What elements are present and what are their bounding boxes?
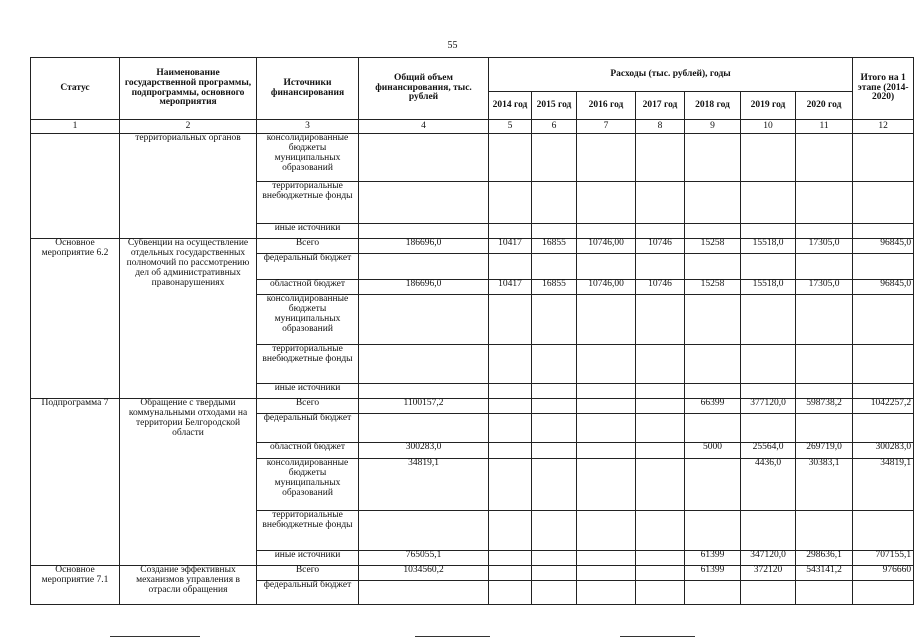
program-name-cell: Субвенции на осуществление отдельных государственных полномочий по рассмотрению дел об административных правонарушениях — [120, 239, 257, 399]
column-number: 5 — [489, 120, 532, 134]
header-year: 2019 год — [741, 92, 796, 120]
year-value-cell: 10746,00 — [577, 239, 636, 254]
total-cell — [359, 581, 489, 605]
year-value-cell: 4436,0 — [741, 459, 796, 511]
stage-total-cell — [853, 581, 914, 605]
header-status: Статус — [31, 58, 120, 120]
year-value-cell — [796, 134, 853, 182]
program-name-cell: территориальных органов — [120, 134, 257, 239]
year-value-cell — [489, 459, 532, 511]
year-value-cell: 16855 — [532, 280, 577, 295]
year-value-cell: 598738,2 — [796, 399, 853, 414]
stage-total-cell — [853, 295, 914, 345]
source-cell: консолидированные бюджеты муниципальных образований — [257, 295, 359, 345]
source-cell: консолидированные бюджеты муниципальных образований — [257, 134, 359, 182]
year-value-cell: 543141,2 — [796, 566, 853, 581]
total-cell — [359, 134, 489, 182]
year-value-cell — [741, 581, 796, 605]
page-bottom-edge — [0, 636, 905, 638]
year-value-cell — [636, 566, 685, 581]
source-cell: областной бюджет — [257, 443, 359, 459]
column-number: 10 — [741, 120, 796, 134]
year-value-cell — [489, 414, 532, 443]
source-cell: Всего — [257, 399, 359, 414]
year-value-cell — [636, 224, 685, 239]
year-value-cell — [685, 254, 741, 280]
year-value-cell — [636, 134, 685, 182]
year-value-cell — [577, 443, 636, 459]
column-number: 2 — [120, 120, 257, 134]
year-value-cell — [636, 581, 685, 605]
year-value-cell — [489, 566, 532, 581]
year-value-cell — [577, 459, 636, 511]
year-value-cell: 10417 — [489, 280, 532, 295]
status-cell: Основное мероприятие 7.1 — [31, 566, 120, 605]
column-number: 11 — [796, 120, 853, 134]
year-value-cell: 30383,1 — [796, 459, 853, 511]
year-value-cell — [685, 581, 741, 605]
year-value-cell — [489, 399, 532, 414]
year-value-cell — [532, 295, 577, 345]
year-value-cell — [577, 384, 636, 399]
source-cell: Всего — [257, 239, 359, 254]
year-value-cell — [532, 414, 577, 443]
page-number: 55 — [447, 40, 458, 51]
total-cell: 300283,0 — [359, 443, 489, 459]
total-cell: 765055,1 — [359, 551, 489, 566]
year-value-cell — [685, 511, 741, 551]
table-row — [31, 239, 914, 254]
year-value-cell — [577, 134, 636, 182]
stage-total-cell — [853, 182, 914, 224]
year-value-cell — [741, 414, 796, 443]
source-cell: территориальные внебюджетные фонды — [257, 182, 359, 224]
stage-total-cell — [853, 384, 914, 399]
year-value-cell — [685, 134, 741, 182]
header-year: 2020 год — [796, 92, 853, 120]
year-value-cell — [741, 224, 796, 239]
year-value-cell — [741, 295, 796, 345]
source-cell: территориальные внебюджетные фонды — [257, 345, 359, 384]
year-value-cell — [532, 345, 577, 384]
year-value-cell — [796, 511, 853, 551]
year-value-cell: 5000 — [685, 443, 741, 459]
table-body — [31, 134, 914, 605]
stage-total-cell: 707155,1 — [853, 551, 914, 566]
stage-total-cell — [853, 254, 914, 280]
total-cell — [359, 384, 489, 399]
year-value-cell — [636, 511, 685, 551]
year-value-cell — [796, 581, 853, 605]
source-cell: областной бюджет — [257, 280, 359, 295]
stage-total-cell — [853, 134, 914, 182]
header-sources: Источники финансирования — [257, 58, 359, 120]
column-number: 1 — [31, 120, 120, 134]
year-value-cell — [636, 399, 685, 414]
year-value-cell — [636, 182, 685, 224]
total-cell: 34819,1 — [359, 459, 489, 511]
total-cell — [359, 345, 489, 384]
header-year: 2017 год — [636, 92, 685, 120]
year-value-cell: 298636,1 — [796, 551, 853, 566]
year-value-cell — [685, 295, 741, 345]
total-cell — [359, 254, 489, 280]
column-number: 9 — [685, 120, 741, 134]
year-value-cell: 61399 — [685, 566, 741, 581]
year-value-cell: 10746 — [636, 239, 685, 254]
total-cell — [359, 414, 489, 443]
header-year: 2015 год — [532, 92, 577, 120]
source-cell: иные источники — [257, 224, 359, 239]
year-value-cell: 15258 — [685, 280, 741, 295]
year-value-cell — [636, 459, 685, 511]
year-value-cell — [577, 414, 636, 443]
year-value-cell — [796, 384, 853, 399]
year-value-cell — [577, 551, 636, 566]
year-value-cell — [636, 551, 685, 566]
column-number: 3 — [257, 120, 359, 134]
year-value-cell: 66399 — [685, 399, 741, 414]
program-name-cell: Создание эффективных механизмов управления в отрасли обращения — [120, 566, 257, 605]
total-cell: 1034560,2 — [359, 566, 489, 581]
year-value-cell — [489, 182, 532, 224]
year-value-cell: 10746 — [636, 280, 685, 295]
year-value-cell: 15258 — [685, 239, 741, 254]
year-value-cell — [685, 459, 741, 511]
year-value-cell — [685, 345, 741, 384]
source-cell: консолидированные бюджеты муниципальных образований — [257, 459, 359, 511]
year-value-cell — [532, 566, 577, 581]
header-expenses: Расходы (тыс. рублей), годы — [489, 58, 853, 92]
year-value-cell: 10417 — [489, 239, 532, 254]
year-value-cell — [636, 414, 685, 443]
year-value-cell — [577, 566, 636, 581]
status-cell: Основное мероприятие 6.2 — [31, 239, 120, 399]
stage-total-cell — [853, 414, 914, 443]
total-cell — [359, 511, 489, 551]
column-number: 6 — [532, 120, 577, 134]
year-value-cell — [532, 182, 577, 224]
year-value-cell — [577, 345, 636, 384]
stage-total-cell — [853, 345, 914, 384]
year-value-cell: 17305,0 — [796, 280, 853, 295]
header-year: 2018 год — [685, 92, 741, 120]
source-cell: федеральный бюджет — [257, 581, 359, 605]
column-numbers-row — [31, 120, 914, 134]
table-row — [31, 399, 914, 414]
source-cell: иные источники — [257, 551, 359, 566]
stage-total-cell: 976660 — [853, 566, 914, 581]
year-value-cell — [489, 511, 532, 551]
total-cell — [359, 295, 489, 345]
year-value-cell: 372120 — [741, 566, 796, 581]
year-value-cell — [489, 551, 532, 566]
year-value-cell: 61399 — [685, 551, 741, 566]
year-value-cell — [532, 443, 577, 459]
year-value-cell — [796, 295, 853, 345]
column-number: 12 — [853, 120, 914, 134]
stage-total-cell: 96845,0 — [853, 239, 914, 254]
year-value-cell — [741, 134, 796, 182]
year-value-cell — [636, 443, 685, 459]
source-cell: федеральный бюджет — [257, 254, 359, 280]
year-value-cell: 15518,0 — [741, 280, 796, 295]
year-value-cell — [636, 384, 685, 399]
total-cell — [359, 224, 489, 239]
total-cell: 1100157,2 — [359, 399, 489, 414]
year-value-cell — [741, 345, 796, 384]
column-number: 7 — [577, 120, 636, 134]
stage-total-cell: 300283,0 — [853, 443, 914, 459]
stage-total-cell — [853, 511, 914, 551]
stage-total-cell: 96845,0 — [853, 280, 914, 295]
total-cell — [359, 182, 489, 224]
year-value-cell — [741, 182, 796, 224]
column-number: 4 — [359, 120, 489, 134]
year-value-cell — [741, 254, 796, 280]
year-value-cell — [796, 254, 853, 280]
total-cell: 186696,0 — [359, 280, 489, 295]
source-cell: иные источники — [257, 384, 359, 399]
year-value-cell — [796, 224, 853, 239]
program-name-cell: Обращение с твердыми коммунальными отходами на территории Белгородской области — [120, 399, 257, 566]
column-number: 8 — [636, 120, 685, 134]
table-row — [31, 134, 914, 182]
year-value-cell — [636, 295, 685, 345]
header-row — [31, 58, 914, 92]
year-value-cell: 25564,0 — [741, 443, 796, 459]
stage-total-cell — [853, 224, 914, 239]
year-value-cell — [577, 581, 636, 605]
total-cell: 186696,0 — [359, 239, 489, 254]
year-value-cell — [489, 224, 532, 239]
year-value-cell — [636, 345, 685, 384]
year-value-cell — [636, 254, 685, 280]
year-value-cell — [685, 182, 741, 224]
year-value-cell — [532, 254, 577, 280]
year-value-cell — [577, 224, 636, 239]
year-value-cell — [577, 399, 636, 414]
year-value-cell — [489, 134, 532, 182]
year-value-cell: 16855 — [532, 239, 577, 254]
year-value-cell — [489, 345, 532, 384]
year-value-cell: 17305,0 — [796, 239, 853, 254]
year-value-cell — [489, 581, 532, 605]
year-value-cell — [532, 134, 577, 182]
year-value-cell — [489, 443, 532, 459]
stage-total-cell: 34819,1 — [853, 459, 914, 511]
source-cell: федеральный бюджет — [257, 414, 359, 443]
stage-total-cell: 1042257,2 — [853, 399, 914, 414]
year-value-cell — [532, 581, 577, 605]
header-year: 2014 год — [489, 92, 532, 120]
year-value-cell — [685, 384, 741, 399]
year-value-cell — [796, 414, 853, 443]
status-cell: Подпрограмма 7 — [31, 399, 120, 566]
year-value-cell: 269719,0 — [796, 443, 853, 459]
year-value-cell: 15518,0 — [741, 239, 796, 254]
year-value-cell — [577, 295, 636, 345]
year-value-cell — [532, 224, 577, 239]
year-value-cell — [532, 511, 577, 551]
year-value-cell — [685, 414, 741, 443]
year-value-cell — [796, 345, 853, 384]
year-value-cell — [741, 511, 796, 551]
header-stage-total: Итого на 1 этапе (2014-2020) — [853, 58, 914, 120]
year-value-cell — [741, 384, 796, 399]
year-value-cell — [532, 459, 577, 511]
year-value-cell: 377120,0 — [741, 399, 796, 414]
header-program-name: Наименование государственной программы, подпрограммы, основного мероприятия — [120, 58, 257, 120]
source-cell: Всего — [257, 566, 359, 581]
year-value-cell: 10746,00 — [577, 280, 636, 295]
year-value-cell — [685, 224, 741, 239]
year-value-cell: 347120,0 — [741, 551, 796, 566]
header-year: 2016 год — [577, 92, 636, 120]
year-value-cell — [577, 182, 636, 224]
year-value-cell — [532, 551, 577, 566]
year-value-cell — [532, 384, 577, 399]
status-cell — [31, 134, 120, 239]
year-value-cell — [796, 182, 853, 224]
year-value-cell — [489, 295, 532, 345]
source-cell: территориальные внебюджетные фонды — [257, 511, 359, 551]
budget-table — [30, 57, 914, 605]
year-value-cell — [577, 254, 636, 280]
table-row — [31, 566, 914, 581]
year-value-cell — [577, 511, 636, 551]
year-value-cell — [532, 399, 577, 414]
header-total: Общий объем финансирования, тыс. рублей — [359, 58, 489, 120]
year-value-cell — [489, 384, 532, 399]
year-value-cell — [489, 254, 532, 280]
